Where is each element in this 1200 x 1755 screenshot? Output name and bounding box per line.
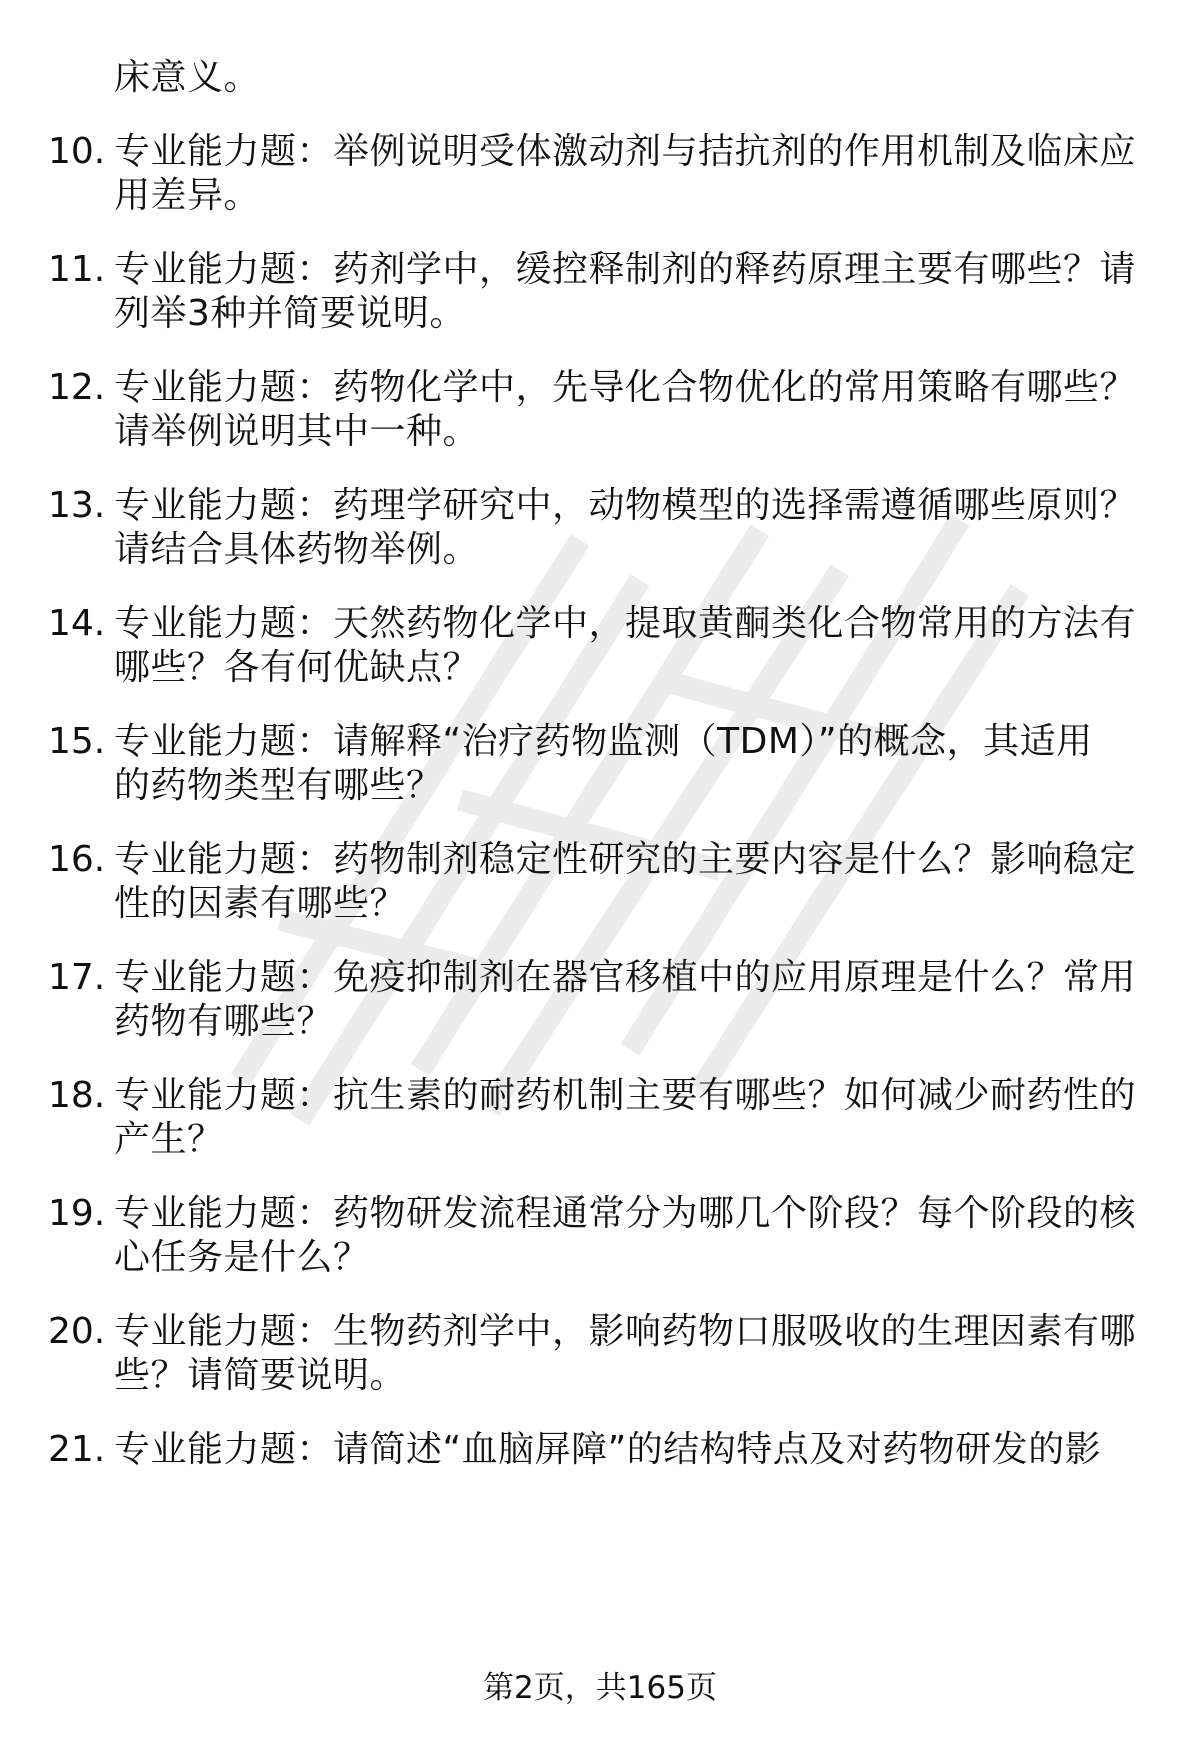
question-number: 17. (48, 957, 106, 998)
question-number: 18. (48, 1075, 106, 1116)
question-text-line2: 请举例说明其中一种。 (114, 411, 480, 452)
question-text-line2: 请结合具体药物举例。 (114, 529, 480, 570)
question-number: 13. (48, 485, 106, 526)
question-text-line1: 专业能力题：药理学研究中，动物模型的选择需遵循哪些原则？ (114, 485, 1137, 526)
question-text-line2: 哪些？各有何优缺点？ (114, 647, 480, 688)
question-number: 11. (48, 249, 106, 290)
question-text-line2: 心任务是什么？ (114, 1237, 370, 1278)
question-number: 15. (48, 721, 106, 762)
intro-continuation: 床意义。 (114, 57, 261, 98)
question-text-line1: 专业能力题：药物化学中，先导化合物优化的常用策略有哪些？ (114, 367, 1137, 408)
question-number: 19. (48, 1193, 106, 1234)
question-number: 21. (48, 1429, 106, 1470)
question-text-line2: 产生？ (114, 1119, 224, 1160)
question-text-line1: 专业能力题：抗生素的耐药机制主要有哪些？如何减少耐药性的 (114, 1075, 1137, 1116)
question-number: 20. (48, 1311, 106, 1352)
question-text-line1: 专业能力题：天然药物化学中，提取黄酮类化合物常用的方法有 (114, 603, 1137, 644)
question-text-line1: 专业能力题：请解释“治疗药物监测（TDM）”的概念，其适用 (114, 721, 1093, 762)
question-text-line2: 列举3种并简要说明。 (114, 293, 466, 334)
question-text-line2: 用差异。 (114, 175, 261, 216)
question-text-line1: 专业能力题：免疫抑制剂在器官移植中的应用原理是什么？常用 (114, 957, 1137, 998)
question-text-line2: 些？请简要说明。 (114, 1355, 407, 1396)
question-text-line1: 专业能力题：举例说明受体激动剂与拮抗剂的作用机制及临床应 (114, 131, 1137, 172)
question-text-line1: 专业能力题：药剂学中，缓控释制剂的释药原理主要有哪些？请 (114, 249, 1137, 290)
question-text-line1: 专业能力题：药物制剂稳定性研究的主要内容是什么？影响稳定 (114, 839, 1137, 880)
question-number: 12. (48, 367, 106, 408)
page-footer: 第2页，共165页 (483, 1670, 717, 1706)
question-number: 16. (48, 839, 106, 880)
question-number: 10. (48, 131, 106, 172)
question-text-line2: 药物有哪些？ (114, 1001, 334, 1042)
question-text-line1: 专业能力题：生物药剂学中，影响药物口服吸收的生理因素有哪 (114, 1311, 1137, 1352)
question-number: 14. (48, 603, 106, 644)
question-text-line1: 专业能力题：药物研发流程通常分为哪几个阶段？每个阶段的核 (114, 1193, 1137, 1234)
question-text-line1: 专业能力题：请简述“血脑屏障”的结构特点及对药物研发的影 (114, 1429, 1102, 1470)
question-text-line2: 性的因素有哪些？ (114, 883, 407, 924)
question-text-line2: 的药物类型有哪些？ (114, 765, 443, 806)
